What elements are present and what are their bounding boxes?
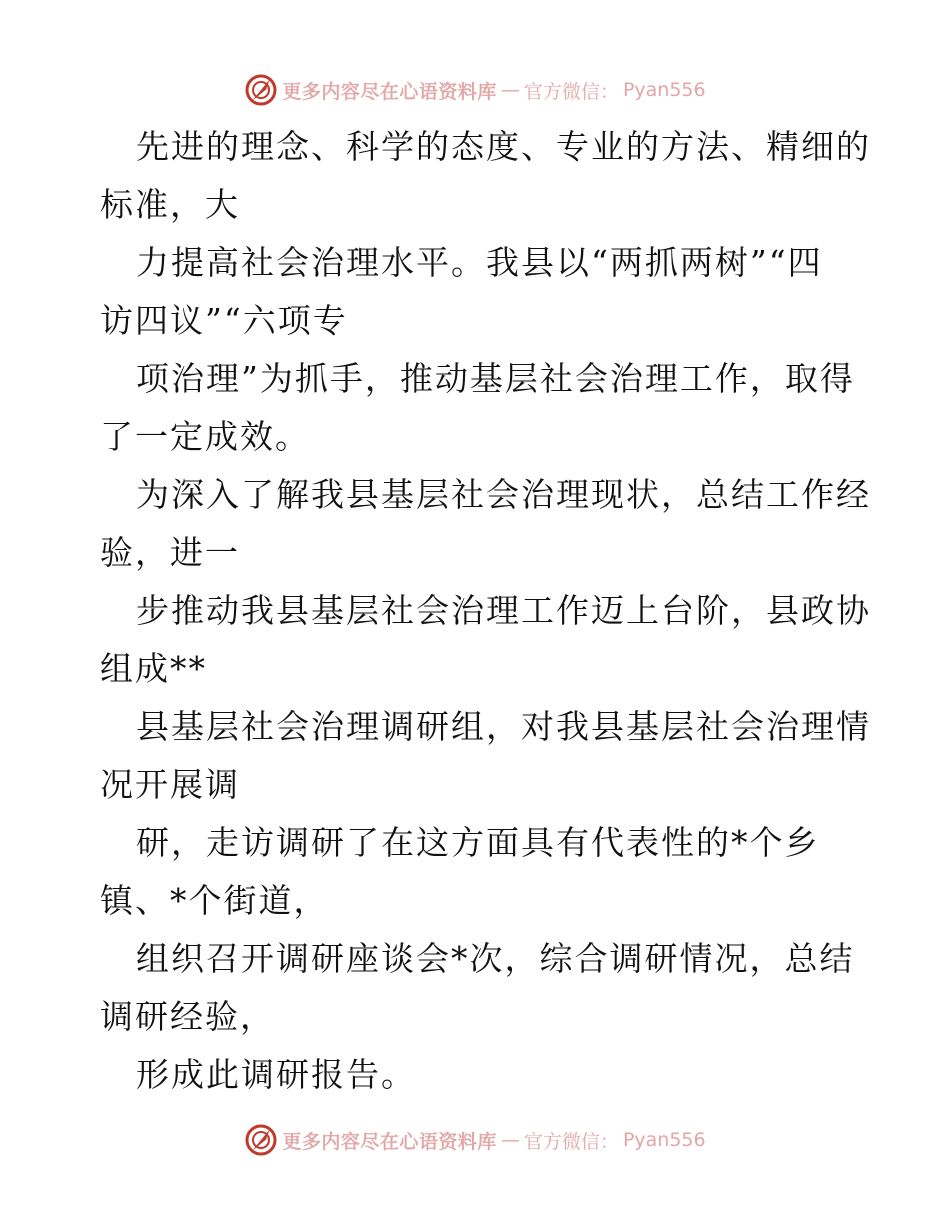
paragraph-2: [100, 234, 860, 350]
footer-watermark: [0, 1122, 950, 1158]
watermark-wechat-id: Pyan556: [622, 1129, 706, 1151]
paragraph-line: 况开展调: [100, 765, 240, 804]
paragraph-line: 了一定成效。: [100, 417, 310, 456]
paragraph-line: 力提高社会治理水平。我县以“两抓两树”“四: [136, 243, 823, 282]
paragraph-line: 形成此调研报告。: [136, 1055, 416, 1094]
watermark-official-label: 官方微信：: [523, 1130, 619, 1153]
paragraph-line: 先进的理念、科学的态度、专业的方法、精细的: [136, 127, 871, 166]
paragraph-line: 研，走访调研了在这方面具有代表性的*个乡: [136, 823, 820, 862]
paragraph-1: [100, 118, 871, 234]
paragraph-7: [100, 814, 860, 930]
paragraph-3: [100, 350, 860, 466]
paragraph-line: 项治理”为抓手，推动基层社会治理工作，取得: [136, 359, 855, 398]
document-body: [100, 118, 871, 1104]
paragraph-line: 步推动我县基层社会治理工作迈上台阶，县政协: [136, 591, 871, 630]
paragraph-9: [100, 1046, 860, 1104]
paragraph-line: 为深入了解我县基层社会治理现状，总结工作经: [136, 475, 871, 514]
paragraph-line: 访四议”“六项专: [100, 301, 348, 340]
feather-logo-icon: [244, 1123, 278, 1157]
paragraph-line: 标准，大: [100, 185, 240, 224]
paragraph-line: 组织召开调研座谈会*次，综合调研情况，总结: [136, 939, 855, 978]
watermark-site-text: 更多内容尽在心语资料库: [282, 1130, 497, 1153]
paragraph-line: 验，进一: [100, 533, 240, 572]
watermark-dash: —: [500, 79, 520, 101]
paragraph-line: 县基层社会治理调研组，对我县基层社会治理情: [136, 707, 871, 746]
paragraph-4: [100, 466, 871, 582]
watermark-official-label: 官方微信：: [523, 80, 619, 103]
feather-logo-icon: [244, 73, 278, 107]
header-watermark: [0, 72, 950, 108]
watermark-dash: —: [500, 1129, 520, 1151]
paragraph-line: 镇、*个街道，: [100, 881, 329, 920]
paragraph-line: 组成**: [100, 649, 207, 688]
paragraph-8: [100, 930, 860, 1046]
watermark-wechat-id: Pyan556: [622, 79, 706, 101]
watermark-site-text: 更多内容尽在心语资料库: [282, 80, 497, 103]
paragraph-line: 调研经验，: [100, 997, 275, 1036]
paragraph-6: [100, 698, 871, 814]
paragraph-5: [100, 582, 871, 698]
